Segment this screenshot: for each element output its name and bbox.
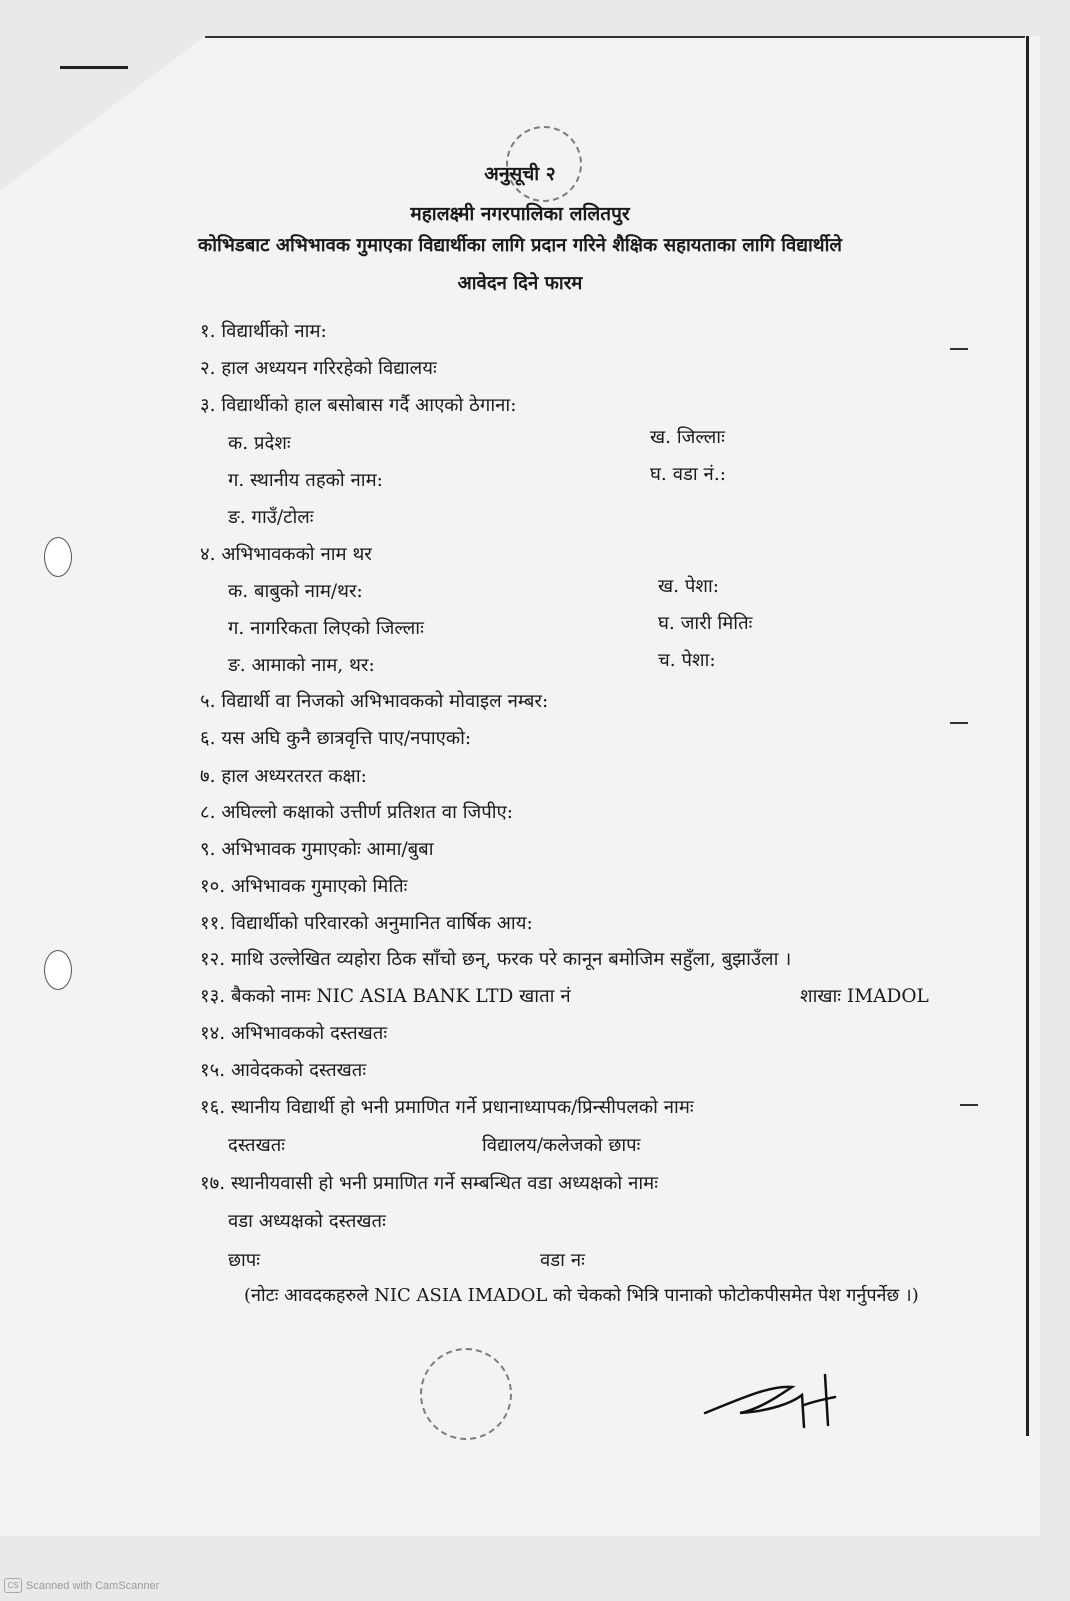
field-province: क. प्रदेशः: [228, 433, 291, 454]
field-citizenship-district: ग. नागरिकता लिएको जिल्लाः: [228, 618, 424, 639]
field-student-name: १. विद्यार्थीको नाम:: [200, 321, 327, 342]
scan-mark: [950, 348, 968, 350]
field-principal-name: १६. स्थानीय विद्यार्थी हो भनी प्रमाणित गर्ने प्रधानाध्यापक/प्रिन्सीपलको नामः: [200, 1097, 694, 1118]
camscanner-label: Scanned with CamScanner: [26, 1579, 160, 1592]
punch-hole-top: [44, 537, 72, 577]
field-local-level: ग. स्थानीय तहको नाम:: [228, 470, 383, 491]
field-address: ३. विद्यार्थीको हाल बसोबास गर्दै आएको ठेगाना:: [200, 395, 517, 416]
field-ward-no: घ. वडा नं.:: [650, 464, 726, 485]
scan-mark: [60, 66, 128, 69]
field-mobile: ५. विद्यार्थी वा निजको अभिभावकको मोवाइल नम्बर:: [200, 691, 549, 712]
field-declaration: १२. माथि उल्लेखित व्यहोरा ठिक साँचो छन्, फरक परे कानून बमोजिम सहुँला, बुझाउँला ।: [200, 949, 792, 970]
paper-top-edge: [205, 36, 1025, 38]
field-stamp: छापः: [228, 1250, 261, 1271]
field-family-income: ११. विद्यार्थीको परिवारको अनुमानित वार्षिक आय:: [200, 913, 533, 934]
annex-label: अनुसूची २: [484, 163, 556, 185]
field-father-occupation: ख. पेशा:: [658, 576, 720, 597]
field-previous-gpa: ८. अघिल्लो कक्षाको उत्तीर्ण प्रतिशत वा जिपीए:: [200, 802, 514, 823]
field-scholarship: ६. यस अघि कुनै छात्रवृत्ति पाए/नपाएको:: [200, 728, 472, 749]
scan-mark: [950, 722, 968, 724]
field-father-name: क. बाबुको नाम/थर:: [228, 581, 363, 602]
field-ward-chair-name: १७. स्थानीयवासी हो भनी प्रमाणित गर्ने सम्बन्धित वडा अध्यक्षको नामः: [200, 1173, 658, 1194]
field-loss-date: १०. अभिभावक गुमाएको मितिः: [200, 876, 408, 897]
punch-hole-bottom: [44, 950, 72, 990]
paper-sheet: [0, 36, 1040, 1536]
camscanner-watermark: [4, 1578, 159, 1593]
field-current-school: २. हाल अध्ययन गरिरहेको विद्यालयः: [200, 358, 437, 379]
field-principal-signature: दस्तखतः: [228, 1135, 285, 1156]
field-guardian-lost: ९. अभिभावक गुमाएकोः आमा/बुबा: [200, 839, 434, 860]
field-mother-name: ङ. आमाको नाम, थर:: [228, 655, 375, 676]
field-village-tole: ङ. गाउँ/टोलः: [228, 507, 314, 528]
field-applicant-signature: १५. आवेदकको दस्तखतः: [200, 1060, 367, 1081]
form-title: कोभिडबाट अभिभावक गुमाएका विद्यार्थीका लागि प्रदान गरिने शैक्षिक सहायताका लागि विद्यार्थीले: [198, 235, 842, 256]
form-subtitle: आवेदन दिने फारम: [457, 273, 583, 294]
field-bank-branch: शाखाः IMADOL: [800, 986, 929, 1007]
field-mother-occupation: च. पेशा:: [658, 650, 716, 671]
note: (नोटः आवदकहरुले NIC ASIA IMADOL को चेकको भित्रि पानाको फोटोकपीसमेत पेश गर्नुपर्नेछ ।): [244, 1285, 919, 1306]
field-guardian-name: ४. अभिभावकको नाम थर: [200, 544, 372, 565]
field-issue-date: घ. जारी मितिः: [658, 613, 753, 634]
scan-mark: [960, 1104, 978, 1106]
municipality-stamp: [420, 1348, 512, 1440]
field-current-class: ७. हाल अध्यरतरत कक्षा:: [200, 766, 367, 787]
field-ward-number: वडा नः: [540, 1250, 585, 1271]
field-school-stamp: विद्यालय/कलेजको छापः: [482, 1135, 641, 1156]
field-guardian-signature: १४. अभिभावकको दस्तखतः: [200, 1023, 388, 1044]
camscanner-icon: CS: [4, 1578, 22, 1593]
signature-icon: [700, 1355, 850, 1435]
field-ward-chair-signature: वडा अध्यक्षको दस्तखतः: [228, 1211, 386, 1232]
field-district: ख. जिल्लाः: [650, 427, 725, 448]
municipality-name: महालक्ष्मी नगरपालिका ललितपुर: [410, 203, 630, 225]
field-bank-name: १३. बैकको नामः NIC ASIA BANK LTD खाता नं: [200, 986, 571, 1007]
